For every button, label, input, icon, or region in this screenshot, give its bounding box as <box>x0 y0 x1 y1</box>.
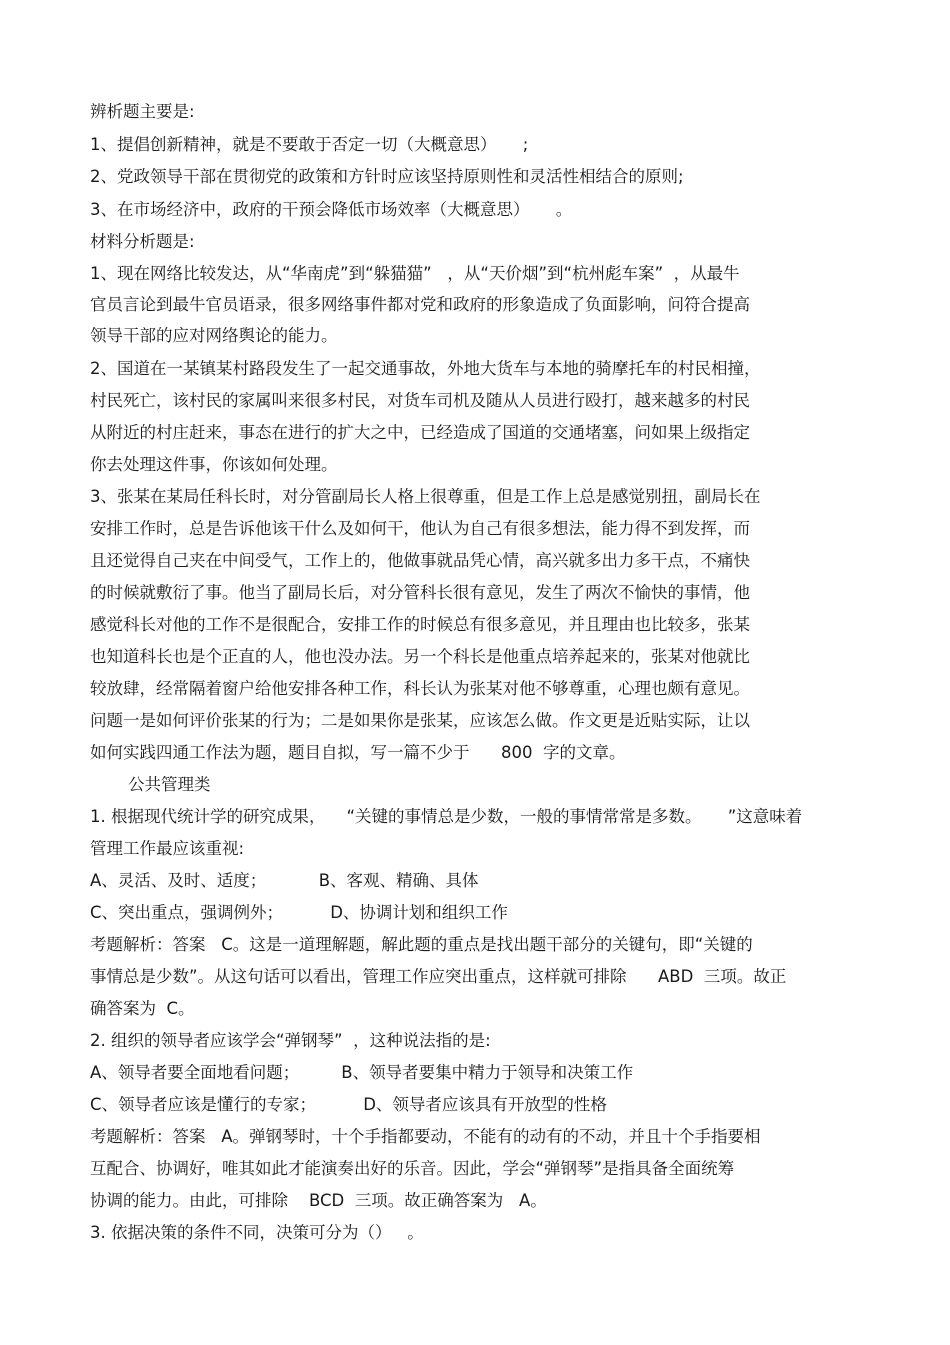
option-line: A、领导者要全面地看问题； B、领导者要集中精力于领导和决策工作 <box>90 1063 634 1082</box>
text-line: 2、党政领导干部在贯彻党的政策和方针时应该坚持原则性和灵活性相结合的原则; <box>90 167 684 186</box>
text-line: 3、在市场经济中，政府的干预会降低市场效率（大概意思） 。 <box>90 200 573 219</box>
text-line: 1、提倡创新精神，就是不要敢于否定一切（大概意思） ; <box>90 135 529 154</box>
text-line: 你去处理这件事，你该如何处理。 <box>90 455 338 474</box>
section-heading: 公共管理类 <box>128 775 211 794</box>
text-line: 也知道科长也是个正直的人，他也没办法。另一个科长是他重点培养起来的，张某对他就比 <box>90 647 750 666</box>
option-line: A、灵活、及时、适度； B、客观、精确、具体 <box>90 871 479 890</box>
text-line: 3、张某在某局任科长时，对分管副局长人格上很尊重，但是工作上总是感觉别扭，副局长在 <box>90 487 761 506</box>
text-line: 问题一是如何评价张某的行为；二是如果你是张某，应该怎么做。作文更是近贴实际，让以 <box>90 711 750 730</box>
text-line: 材料分析题是: <box>90 232 195 251</box>
answer-analysis: 事情总是少数”。从这句话可以看出，管理工作应突出重点，这样就可排除 ABD 三项。故正 <box>90 967 787 986</box>
answer-analysis: 协调的能力。由此，可排除 BCD 三项。故正确答案为 A。 <box>90 1191 547 1210</box>
answer-analysis: 确答案为 C。 <box>90 999 195 1018</box>
answer-analysis: 考题解析：答案 C。这是一道理解题，解此题的重点是找出题干部分的关键句，即“关键的 <box>90 935 753 954</box>
text-line: 且还觉得自己夹在中间受气，工作上的，他做事就品凭心情，高兴就多出力多干点，不痛快 <box>90 551 750 570</box>
question-text: 2. 组织的领导者应该学会“弹钢琴” ，这种说法指的是: <box>90 1031 491 1050</box>
question-text: 管理工作最应该重视: <box>90 839 245 858</box>
answer-analysis: 考题解析：答案 A。弹钢琴时，十个手指都要动，不能有的动有的不动，并且十个手指要相 <box>90 1127 761 1146</box>
option-line: C、领导者应该是懂行的专家； D、领导者应该具有开放型的性格 <box>90 1095 607 1114</box>
text-line: 较放肆，经常隔着窗户给他安排各种工作，科长认为张某对他不够尊重，心理也颇有意见。 <box>90 679 750 698</box>
text-line: 从附近的村庄赶来，事态在进行的扩大之中，已经造成了国道的交通堵塞，问如果上级指定 <box>90 423 750 442</box>
text-line: 领导干部的应对网络舆论的能力。 <box>90 326 338 345</box>
text-line: 官员言论到最牛官员语录，很多网络事件都对党和政府的形象造成了负面影响，问符合提高 <box>90 295 750 314</box>
text-line: 感觉科长对他的工作不是很配合，安排工作的时候总有很多意见，并且理由也比较多，张某 <box>90 615 750 634</box>
option-line: C、突出重点，强调例外； D、协调计划和组织工作 <box>90 903 508 922</box>
text-line: 如何实践四通工作法为题，题目自拟，写一篇不少于 800 字的文章。 <box>90 743 626 762</box>
text-line: 村民死亡，该村民的家属叫来很多村民，对货车司机及随从人员进行殴打，越来越多的村民 <box>90 391 750 410</box>
question-text: 3. 依据决策的条件不同，决策可分为（） 。 <box>90 1223 424 1242</box>
text-line: 辨析题主要是: <box>90 102 195 121</box>
text-line: 安排工作时，总是告诉他该干什么及如何干，他认为自己有很多想法，能力得不到发挥，而 <box>90 519 750 538</box>
text-line: 1、现在网络比较发达，从“华南虎”到“躲猫猫” ，从“天价烟”到“杭州彪车案” ，从最牛 <box>90 264 740 283</box>
answer-analysis: 互配合、协调好，唯其如此才能演奏出好的乐音。因此，学会“弹钢琴”是指具备全面统筹 <box>90 1159 735 1178</box>
text-line: 的时候就敷衍了事。他当了副局长后，对分管科长很有意见，发生了两次不愉快的事情，他 <box>90 583 750 602</box>
text-line: 2、国道在一某镇某村路段发生了一起交通事故，外地大货车与本地的骑摩托车的村民相撞， <box>90 359 761 378</box>
question-text: 1. 根据现代统计学的研究成果， “关键的事情总是少数，一般的事情常常是多数。 ”这意味着 <box>90 807 803 826</box>
